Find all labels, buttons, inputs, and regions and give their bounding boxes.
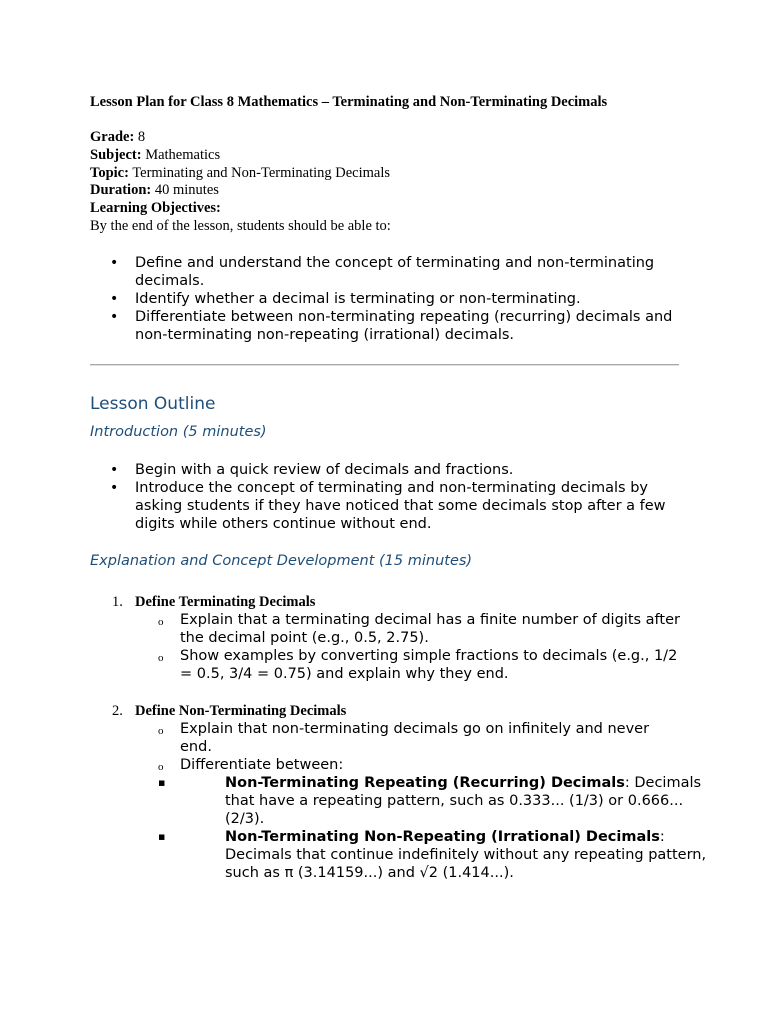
list-item: • Identify whether a decimal is terminating or non-terminating.	[90, 290, 690, 308]
list-item: • Differentiate between non-terminating repeating (recurring) decimals and non-terminating non-repeating (irrational) decimals.	[90, 308, 690, 344]
objectives-list	[90, 254, 690, 344]
document-title: Lesson Plan for Class 8 Mathematics – Terminating and Non-Terminating Decimals	[90, 94, 608, 110]
explanation-steps	[90, 593, 707, 882]
list-item: • Define and understand the concept of terminating and non-terminating decimals.	[90, 254, 690, 290]
list-item: o Explain that non-terminating decimals go on infinitely and never end.	[158, 721, 650, 755]
horizontal-divider	[90, 364, 679, 366]
irrational-term: Non-Terminating Non-Repeating (Irrational) Decimals	[225, 829, 660, 845]
recurring-term: Non-Terminating Repeating (Recurring) Decimals	[225, 775, 625, 791]
introduction-heading: Introduction (5 minutes)	[90, 424, 267, 440]
circle-bullet-icon: o	[158, 725, 164, 737]
introduction-list	[90, 461, 690, 533]
duration-label: Duration:	[90, 182, 152, 199]
lesson-outline-heading: Lesson Outline	[90, 394, 216, 414]
circle-bullet-icon: o	[158, 652, 164, 664]
grade-value: 8	[137, 129, 146, 145]
step-title: Define Non-Terminating Decimals	[135, 703, 347, 719]
objectives-label: Learning Objectives:	[90, 200, 221, 217]
lesson-meta	[90, 129, 391, 236]
objectives-intro: By the end of the lesson, students should be able to:	[90, 217, 391, 234]
step-title: Define Terminating Decimals	[135, 594, 316, 610]
step-number: 1.	[112, 594, 123, 610]
circle-bullet-icon: o	[158, 616, 164, 628]
square-bullet-icon: ▪	[158, 830, 166, 843]
list-item: • Begin with a quick review of decimals and fractions.	[90, 461, 690, 479]
list-item: • Introduce the concept of terminating and non-terminating decimals by asking students if they have noticed that some decimals stop after a few digits while others continue without end.	[90, 479, 690, 533]
topic-label: Topic:	[90, 164, 129, 181]
topic-value: Terminating and Non-Terminating Decimals	[132, 164, 391, 181]
subject-label: Subject:	[90, 146, 142, 163]
list-item: ▪ Non-Terminating Non-Repeating (Irrational) Decimals: Decimals that continue indefinitely without any repeating pattern, such as π (3.14159...) and √2 (1.414...).	[158, 829, 707, 881]
subject-value: Mathematics	[145, 146, 221, 163]
square-bullet-icon: ▪	[158, 776, 166, 789]
list-item: o Differentiate between: ▪ Non-Terminating Repeating (Recurring) Decimals: Decimals that have a repeating pattern, such as 0.333... (1/3) or 0.666... (2/3). ▪ Non-Terminating Non-Repeating (Irrational) Decimals: Decimals that continue indefinitely without any repeating pattern, such as π (3.14159...) and √2 (1.414...).	[90, 756, 680, 882]
list-item: o Explain that a terminating decimal has a finite number of digits after the decimal point (e.g., 0.5, 2.75).	[158, 612, 680, 646]
step-number: 2.	[112, 703, 123, 719]
list-item: o Show examples by converting simple fractions to decimals (e.g., 1/2 = 0.5, 3/4 = 0.75) and explain why they end.	[158, 648, 678, 682]
step-item	[90, 702, 707, 882]
grade-label: Grade:	[90, 129, 135, 145]
list-item: ▪ Non-Terminating Repeating (Recurring) Decimals: Decimals that have a repeating pattern, such as 0.333... (1/3) or 0.666... (2/3).	[158, 775, 702, 827]
circle-bullet-icon: o	[158, 761, 164, 773]
explanation-heading: Explanation and Concept Development (15 minutes)	[90, 553, 473, 569]
duration-value: 40 minutes	[154, 182, 219, 199]
step-item	[90, 593, 680, 683]
